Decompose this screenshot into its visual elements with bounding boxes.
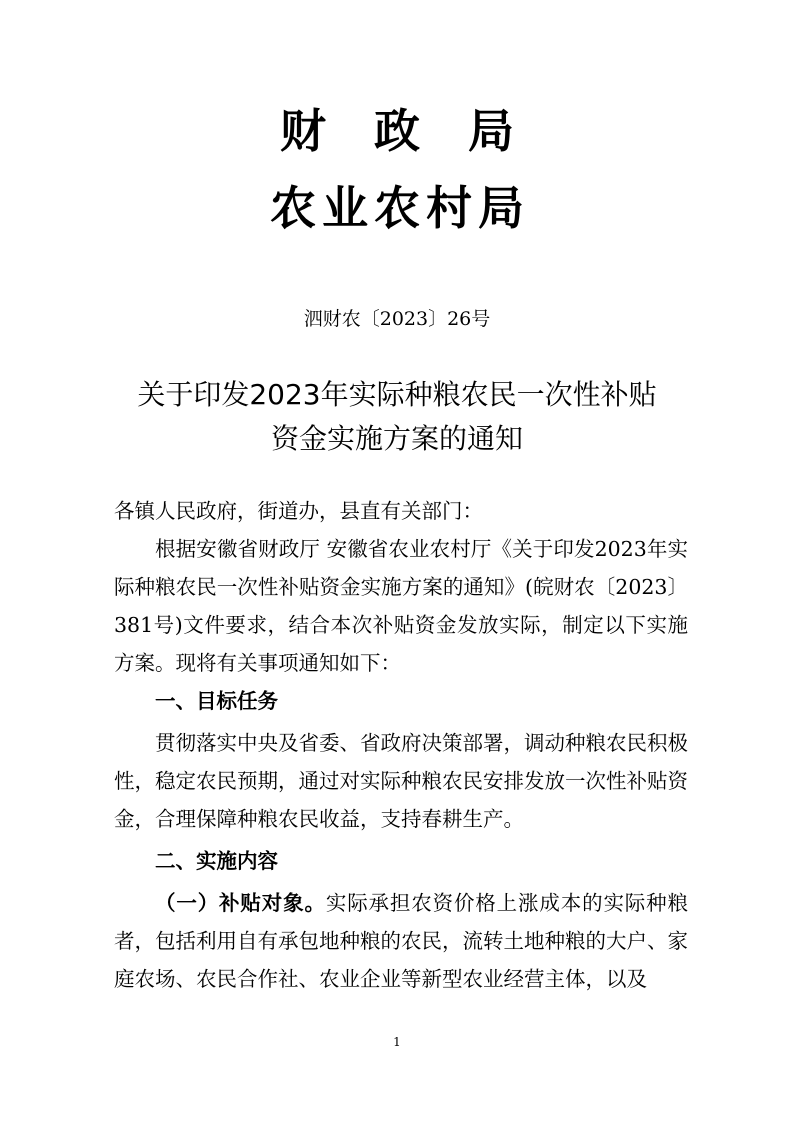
page-number: 1 — [393, 1035, 401, 1049]
document-number: 泗财农〔2023〕26号 — [303, 308, 491, 330]
section2-heading: 二、实施内容 — [155, 849, 278, 873]
subsection1-label: （一）补贴对象。 — [155, 891, 326, 915]
intro-paragraph: 根据安徽省财政厅 安徽省农业农村厅《关于印发2023年实际种粮农民一次性补贴资金实施方案的通知》(皖财农〔2023〕381号)文件要求，结合本次补贴资金发放实际，制定以下实施方案。现将有关事项通知如下： — [114, 537, 688, 675]
document-body — [114, 492, 688, 998]
section1-heading: 一、目标任务 — [155, 689, 278, 713]
addressee: 各镇人民政府，街道办，县直有关部门： — [114, 499, 483, 523]
issuer-agriculture-bureau: 农业农村局 — [270, 181, 530, 235]
document-title-line2: 资金实施方案的通知 — [270, 422, 523, 455]
subsection1-paragraph — [114, 884, 688, 998]
subsection1-text: 实际承担农资价格上涨成本的实际种粮者，包括利用自有承包地种粮的农民，流转土地种粮的大户、家庭农场、农民合作社、农业企业等新型农业经营主体，以及 — [114, 891, 689, 991]
section1-paragraph: 贯彻落实中央及省委、省政府决策部署，调动种粮农民积极性，稳定农民预期，通过对实际种粮农民安排发放一次性补贴资金，合理保障种粮农民收益，支持春耕生产。 — [114, 731, 688, 831]
issuer-finance-bureau: 财政局 — [280, 104, 562, 158]
document-title-line1: 关于印发2023年实际种粮农民一次性补贴 — [137, 378, 657, 411]
